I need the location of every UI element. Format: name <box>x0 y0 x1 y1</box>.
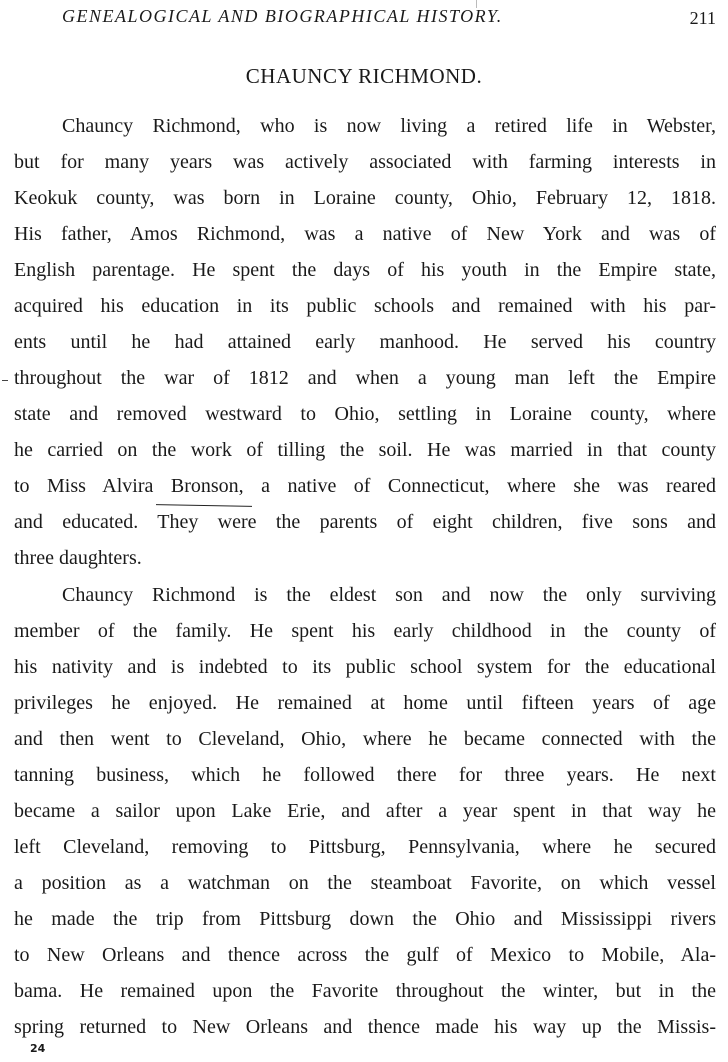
text-line: Chauncy Richmond, who is now living a retired life in Webster, <box>62 115 716 137</box>
text-line: His father, Amos Richmond, was a native of New York and was of <box>14 223 716 245</box>
signature-mark: 24 <box>30 1042 46 1055</box>
text-line: English parentage. He spent the days of his youth in the Empire state, <box>14 259 716 281</box>
text-line: tanning business, which he followed there for three years. He next <box>14 764 716 786</box>
text-line: to New Orleans and thence across the gulf of Mexico to Mobile, Ala- <box>14 944 716 966</box>
text-line: three daughters. <box>14 547 142 569</box>
text-line: ents until he had attained early manhood. He served his country <box>14 331 716 353</box>
text-line: acquired his education in its public schools and remained with his par- <box>14 295 716 317</box>
text-line: left Cleveland, removing to Pittsburg, Pennsylvania, where he secured <box>14 836 716 858</box>
paragraph-2 <box>14 577 716 1045</box>
text-line: became a sailor upon Lake Erie, and after a year spent in that way he <box>14 800 716 822</box>
text-line: bama. He remained upon the Favorite throughout the winter, but in the <box>14 980 716 1002</box>
text-line: Keokuk county, was born in Loraine county, Ohio, February 12, 1818. <box>14 187 716 209</box>
margin-mark <box>2 380 8 381</box>
article-title: CHAUNCY RICHMOND. <box>245 64 483 88</box>
text-line: but for many years was actively associated with farming interests in <box>14 151 716 173</box>
text-line: he carried on the work of tilling the soil. He was married in that county <box>14 439 716 461</box>
paragraph-1 <box>14 108 716 576</box>
text-line: to Miss Alvira Bronson, a native of Connecticut, where she was reared <box>14 475 716 497</box>
text-line: state and removed westward to Ohio, settling in Loraine county, where <box>14 403 716 425</box>
text-line: a position as a watchman on the steamboat Favorite, on which vessel <box>14 872 716 894</box>
running-head: GENEALOGICAL AND BIOGRAPHICAL HISTORY. <box>62 6 503 26</box>
text-line: and educated. They were the parents of eight children, five sons and <box>14 511 716 533</box>
text-line: privileges he enjoyed. He remained at home until fifteen years of age <box>14 692 716 714</box>
text-line: Chauncy Richmond is the eldest son and now the only surviving <box>62 584 716 606</box>
text-line: member of the family. He spent his early childhood in the county of <box>14 620 716 642</box>
text-line: throughout the war of 1812 and when a young man left the Empire <box>14 367 716 389</box>
page-number: 211 <box>689 8 716 28</box>
text-line: spring returned to New Orleans and thence made his way up the Missis- <box>14 1016 716 1038</box>
text-line: and then went to Cleveland, Ohio, where he became connected with the <box>14 728 716 750</box>
text-line: he made the trip from Pittsburg down the Ohio and Mississippi rivers <box>14 908 716 930</box>
text-line: his nativity and is indebted to its public school system for the educational <box>14 656 716 678</box>
